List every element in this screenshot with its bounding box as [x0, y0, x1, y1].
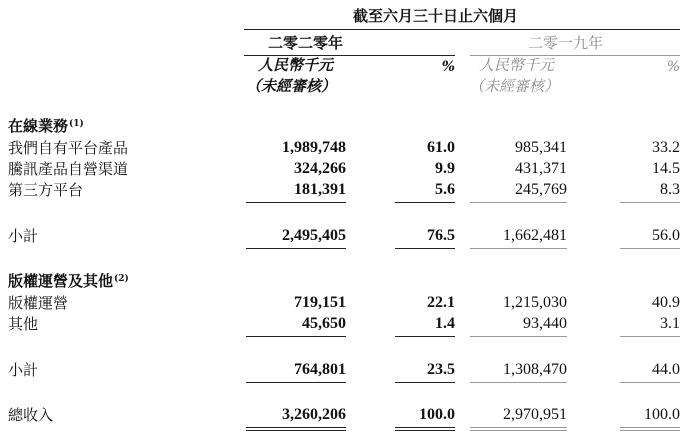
subtotal-2019-amount: 1,308,470 — [503, 361, 567, 378]
unit-2020-line2: （未經審核） — [246, 77, 337, 95]
cell-2020-pct: 22.1 — [427, 294, 455, 311]
subtotal-rule — [470, 202, 567, 203]
cell-2020-amount: 1,989,748 — [282, 139, 346, 156]
row-label: 騰訊產品自營渠道 — [8, 160, 129, 178]
subtotal-rule — [395, 382, 455, 383]
footnote-ref: (1) — [69, 119, 84, 129]
cell-2020-amount: 181,391 — [294, 181, 346, 198]
subtotal-rule — [470, 248, 567, 249]
year-2019-heading: 二零一九年 — [528, 34, 604, 52]
subtotal-2019-amount: 1,662,481 — [503, 227, 567, 244]
row-label: 第三方平台 — [8, 181, 84, 199]
cell-2020-amount: 324,266 — [294, 160, 346, 177]
total-double-rule — [470, 430, 567, 431]
total-2019-pct: 100.0 — [644, 406, 680, 423]
subtotal-2019-pct: 56.0 — [652, 227, 680, 244]
cell-2019-amount: 1,215,030 — [503, 294, 567, 311]
footnote-ref: (2) — [114, 274, 129, 284]
subtotal-rule — [620, 202, 680, 203]
total-double-rule — [470, 427, 567, 428]
cell-2019-amount: 245,769 — [515, 181, 567, 198]
cell-2020-pct: 1.4 — [435, 315, 455, 332]
cell-2020-amount: 719,151 — [294, 294, 346, 311]
subtotal-rule — [620, 248, 680, 249]
subtotal-rule — [620, 336, 680, 337]
total-double-rule — [395, 430, 455, 431]
cell-2019-pct: 3.1 — [660, 315, 680, 332]
row-label: 我們自有平台產品 — [8, 139, 129, 157]
cell-2019-amount: 985,341 — [515, 139, 567, 156]
subtotal-2020-pct: 76.5 — [427, 227, 455, 244]
total-double-rule — [395, 427, 455, 428]
cell-2020-pct: 5.6 — [435, 181, 455, 198]
unit-2019-line1: 人民幣千元 — [479, 56, 555, 74]
subtotal-2020-amount: 764,801 — [294, 361, 346, 378]
total-2019-amount: 2,970,951 — [503, 406, 567, 423]
subtotal-rule — [246, 202, 346, 203]
cell-2020-amount: 45,650 — [302, 315, 346, 332]
section-title-licensing: 版權運營及其他$^{(2)}$ — [8, 272, 129, 290]
subtotal-rule — [246, 248, 346, 249]
subtotal-rule — [395, 248, 455, 249]
total-double-rule — [620, 430, 680, 431]
section-title-online: 在線業務$^{(1)}$ — [8, 117, 84, 135]
total-label: 總收入 — [8, 406, 54, 424]
subtotal-2019-pct: 44.0 — [652, 361, 680, 378]
subtotal-rule — [470, 382, 567, 383]
total-2020-amount: 3,260,206 — [282, 406, 346, 423]
cell-2020-pct: 9.9 — [435, 160, 455, 177]
total-double-rule — [246, 430, 346, 431]
unit-2019-line2: （未經審核） — [469, 77, 560, 95]
total-double-rule — [620, 427, 680, 428]
total-2020-pct: 100.0 — [419, 406, 455, 423]
subtotal-rule — [246, 336, 346, 337]
unit-2020-line1: 人民幣千元 — [258, 56, 334, 74]
cell-2019-pct: 40.9 — [652, 294, 680, 311]
year-2020-heading: 二零二零年 — [268, 34, 344, 52]
period-heading: 截至六月三十日止六個月 — [353, 7, 519, 25]
row-label: 其他 — [8, 315, 39, 333]
subtotal-rule — [470, 336, 567, 337]
cell-2019-pct: 33.2 — [652, 139, 680, 156]
period-rule — [244, 29, 680, 30]
subtotal-2020-pct: 23.5 — [427, 361, 455, 378]
pct-2019-heading: % — [666, 59, 680, 75]
cell-2019-amount: 93,440 — [523, 315, 567, 332]
subtotal-rule — [395, 336, 455, 337]
cell-2020-pct: 61.0 — [427, 139, 455, 156]
subtotal-2020-amount: 2,495,405 — [282, 227, 346, 244]
subtotal-rule — [246, 382, 346, 383]
subtotal-label: 小計 — [8, 361, 39, 379]
subtotal-label: 小計 — [8, 227, 39, 245]
row-label: 版權運營 — [8, 294, 69, 312]
cell-2019-pct: 8.3 — [660, 181, 680, 198]
pct-2020-heading: % — [441, 59, 455, 75]
total-double-rule — [246, 427, 346, 428]
cell-2019-pct: 14.5 — [652, 160, 680, 177]
subtotal-rule — [395, 202, 455, 203]
subtotal-rule — [620, 382, 680, 383]
cell-2019-amount: 431,371 — [515, 160, 567, 177]
